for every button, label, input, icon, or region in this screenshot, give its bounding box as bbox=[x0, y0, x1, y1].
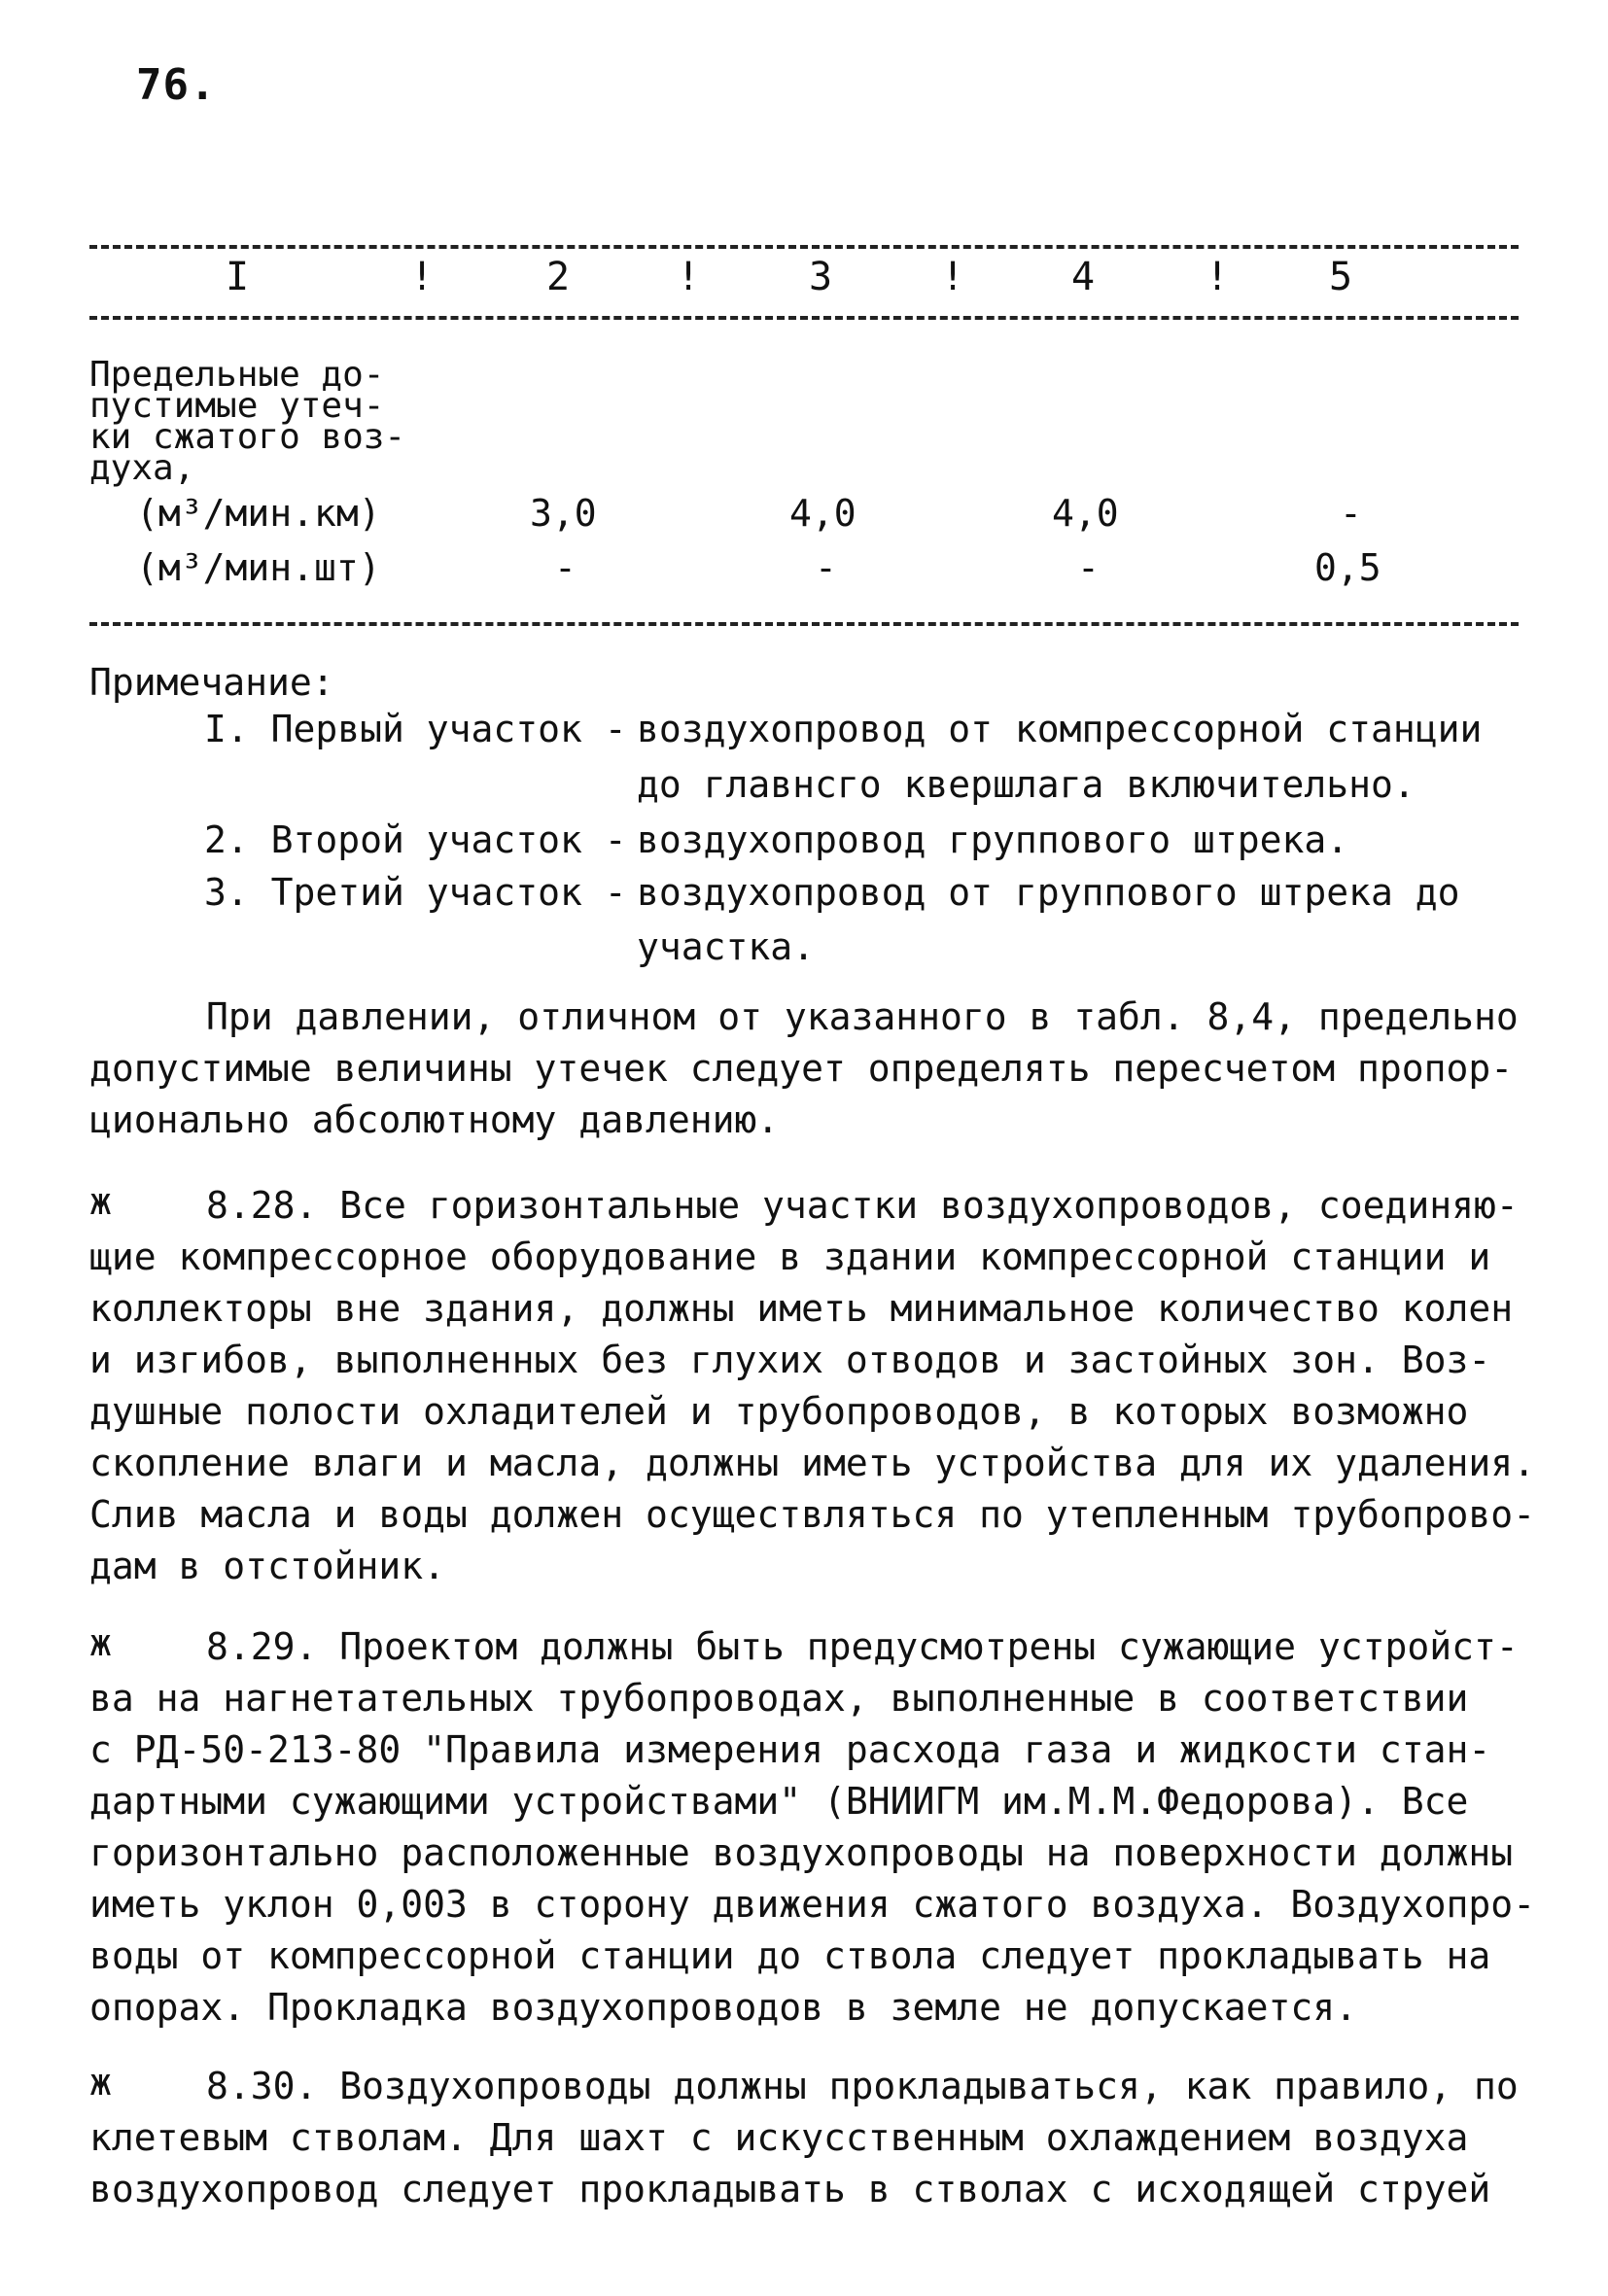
header-separator: ! bbox=[1206, 255, 1230, 299]
table-cell: 0,5 bbox=[1314, 546, 1381, 589]
unit-label-1: (м³/мин.км) bbox=[136, 492, 381, 535]
paragraph-intro bbox=[89, 991, 1528, 1146]
row-label-line: Предельные до- bbox=[89, 355, 385, 395]
header-col-3: 3 bbox=[809, 255, 833, 299]
table-cell: - bbox=[1077, 546, 1100, 589]
paragraph-line: коллекторы вне здания, должны иметь минимальное количество колен bbox=[89, 1287, 1514, 1330]
paragraph-line: допустимые величины утечек следует определять пересчетом пропор- bbox=[89, 1047, 1514, 1090]
paragraph-line: Слив масла и воды должен осуществляться по утепленным трубопрово- bbox=[89, 1493, 1536, 1536]
table-bottom-rule bbox=[89, 622, 1519, 626]
table-cell: 3,0 bbox=[530, 492, 597, 535]
paragraph-line: иметь уклон 0,003 в сторону движения сжатого воздуха. Воздухопро- bbox=[89, 1883, 1536, 1926]
paragraph-line: При давлении, отличном от указанного в табл. 8,4, предельно bbox=[206, 995, 1519, 1038]
table-cell: - bbox=[815, 546, 837, 589]
note-3-right: воздухопровод от группового штрека до bbox=[637, 871, 1460, 914]
note-1-left: I. Первый участок - bbox=[204, 708, 627, 750]
note-2-right: воздухопровод группового штрека. bbox=[637, 818, 1349, 861]
paragraph-line: 8.30. Воздухопроводы должны прокладываться, как правило, по bbox=[206, 2065, 1519, 2107]
paragraph-line: и изгибов, выполненных без глухих отводов и застойных зон. Воз- bbox=[89, 1339, 1491, 1381]
header-col-1: I bbox=[226, 255, 250, 299]
paragraph-line: дартными сужающими устройствами" (ВНИИГМ им.М.М.Федорова). Все bbox=[89, 1780, 1469, 1823]
notes-title: Примечание: bbox=[89, 661, 334, 704]
header-col-4: 4 bbox=[1071, 255, 1096, 299]
paragraph-line: с РД-50-213-80 "Правила измерения расхода газа и жидкости стан- bbox=[89, 1728, 1491, 1771]
table-cell: - bbox=[1340, 492, 1362, 535]
paragraph-8-28 bbox=[89, 1180, 1536, 1592]
table-cell: 4,0 bbox=[789, 492, 856, 535]
table-header-row bbox=[89, 255, 1519, 303]
row-label-line: пустимые утеч- bbox=[89, 386, 385, 426]
header-col-2: 2 bbox=[546, 255, 571, 299]
header-separator: ! bbox=[941, 255, 965, 299]
paragraph-8-30 bbox=[89, 2061, 1528, 2215]
section-marker: ж bbox=[89, 1621, 112, 1664]
paragraph-line: дам в отстойник. bbox=[89, 1545, 446, 1587]
paragraph-line: ционально абсолютному давлению. bbox=[89, 1098, 780, 1141]
paragraph-line: воды от компрессорной станции до ствола следует прокладывать на bbox=[89, 1934, 1491, 1977]
note-1-cont: до главнсго квершлага включительно. bbox=[637, 763, 1416, 806]
header-col-5: 5 bbox=[1329, 255, 1353, 299]
paragraph-line: опорах. Прокладка воздухопроводов в земле не допускается. bbox=[89, 1986, 1358, 2029]
paragraph-line: душные полости охладителей и трубопроводов, в которых возможно bbox=[89, 1390, 1469, 1433]
paragraph-line: 8.29. Проектом должны быть предусмотрены сужающие устройст- bbox=[206, 1625, 1519, 1668]
table-cell: 4,0 bbox=[1052, 492, 1119, 535]
row-label-line: духа, bbox=[89, 448, 195, 488]
paragraph-line: 8.28. Все горизонтальные участки воздухопроводов, соединяю- bbox=[206, 1184, 1519, 1227]
paragraph-line: щие компрессорное оборудование в здании компрессорной станции и bbox=[89, 1235, 1491, 1278]
section-marker: ж bbox=[89, 1180, 112, 1223]
note-3-left: 3. Третий участок - bbox=[204, 871, 627, 914]
header-separator: ! bbox=[410, 255, 435, 299]
unit-label-2: (м³/мин.шт) bbox=[136, 546, 381, 589]
paragraph-8-29 bbox=[89, 1621, 1536, 2034]
row-label-line: ки сжатого воз- bbox=[89, 417, 406, 457]
paragraph-line: воздухопровод следует прокладывать в стволах с исходящей струей bbox=[89, 2168, 1491, 2210]
table-cell: - bbox=[554, 546, 577, 589]
header-separator: ! bbox=[677, 255, 701, 299]
paragraph-line: клетевым стволам. Для шахт с искусственным охлаждением воздуха bbox=[89, 2116, 1469, 2159]
table-row-label bbox=[89, 355, 406, 488]
note-1-right: воздухопровод от компрессорной станции bbox=[637, 708, 1483, 750]
paragraph-line: ва на нагнетательных трубопроводах, выполненные в соответствии bbox=[89, 1677, 1469, 1720]
note-3-cont: участка. bbox=[637, 925, 816, 968]
paragraph-line: горизонтально расположенные воздухопроводы на поверхности должны bbox=[89, 1831, 1514, 1874]
paragraph-line: скопление влаги и масла, должны иметь устройства для их удаления. bbox=[89, 1442, 1536, 1484]
page-number: 76. bbox=[136, 60, 217, 110]
section-marker: ж bbox=[89, 2061, 112, 2104]
table-top-rule bbox=[89, 245, 1519, 249]
note-2-left: 2. Второй участок - bbox=[204, 818, 627, 861]
table-header-rule bbox=[89, 316, 1519, 320]
